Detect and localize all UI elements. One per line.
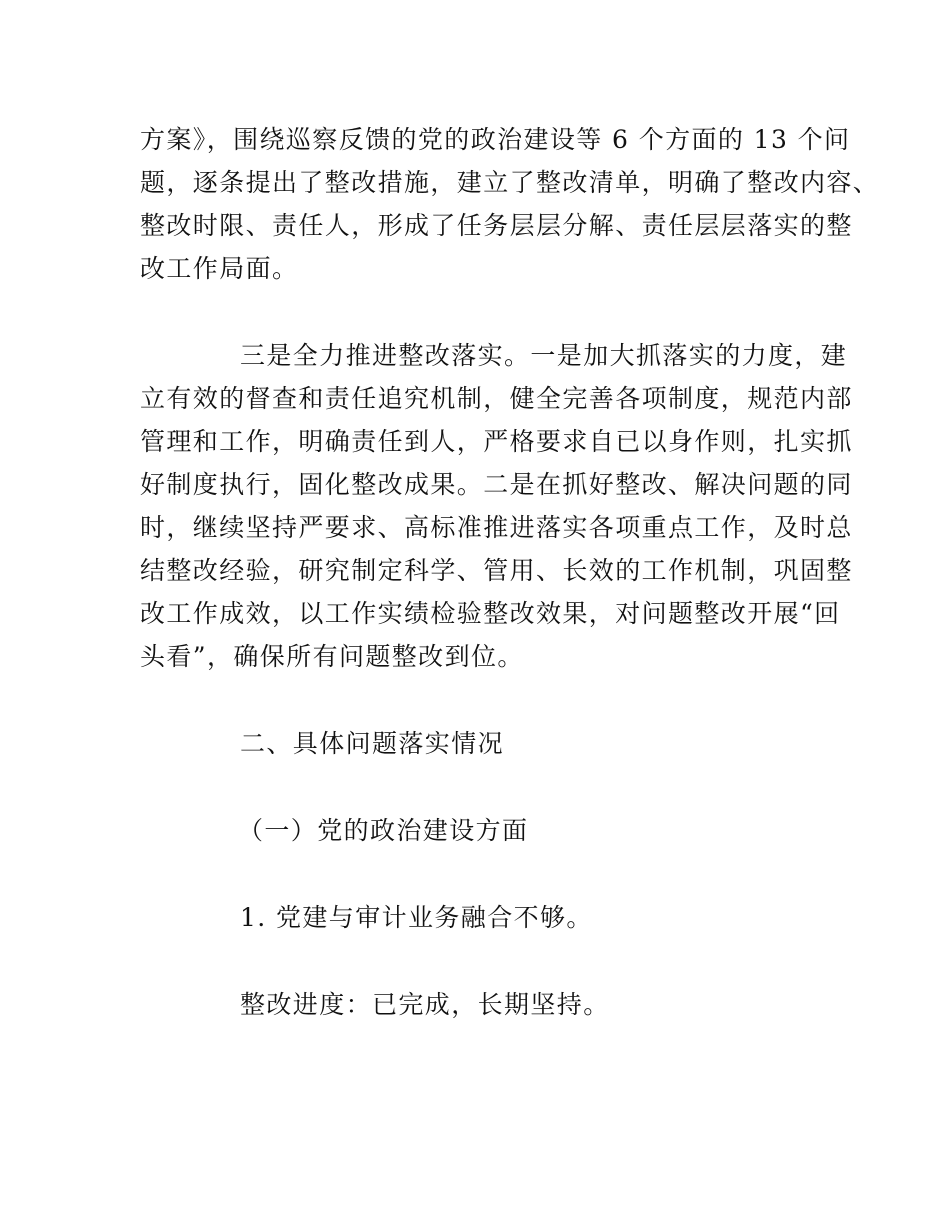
paragraph1-line-4: 改工作局面。 <box>140 254 299 283</box>
paragraph1-line-2: 题，逐条提出了整改措施，建立了整改清单，明确了整改内容、 <box>140 168 880 197</box>
paragraph2-line-4: 好制度执行，固化整改成果。二是在抓好整改、解决问题的同 <box>140 470 853 499</box>
paragraph2-line-5: 时，继续坚持严要求、高标准推进落实各项重点工作，及时总 <box>140 513 853 542</box>
paragraph2-line-3: 管理和工作，明确责任到人，严格要求自已以身作则，扎实抓 <box>140 427 853 456</box>
item-title: 1. 党建与审计业务融合不够。 <box>240 903 593 932</box>
paragraph2-line-7: 改工作成效，以工作实绩检验整改效果，对问题整改开展“回 <box>140 599 841 628</box>
paragraph2-line-6: 结整改经验，研究制定科学、管用、长效的工作机制，巩固整 <box>140 556 853 585</box>
section-heading: 二、具体问题落实情况 <box>240 729 505 758</box>
paragraph2-line-8: 头看”，确保所有问题整改到位。 <box>140 642 524 671</box>
subsection-heading: （一）党的政治建设方面 <box>238 816 529 845</box>
paragraph1-line-3: 整改时限、责任人，形成了任务层层分解、责任层层落实的整 <box>140 211 853 240</box>
paragraph1-line-1: 方案》，围绕巡察反馈的党的政治建设等 6 个方面的 13 个问 <box>140 125 851 154</box>
paragraph2-line-2: 立有效的督查和责任追究机制，健全完善各项制度，规范内部 <box>140 384 853 413</box>
paragraph2-line-1: 三是全力推进整改落实。一是加大抓落实的力度，建 <box>240 341 848 370</box>
item-progress: 整改进度：已完成，长期坚持。 <box>240 990 610 1019</box>
